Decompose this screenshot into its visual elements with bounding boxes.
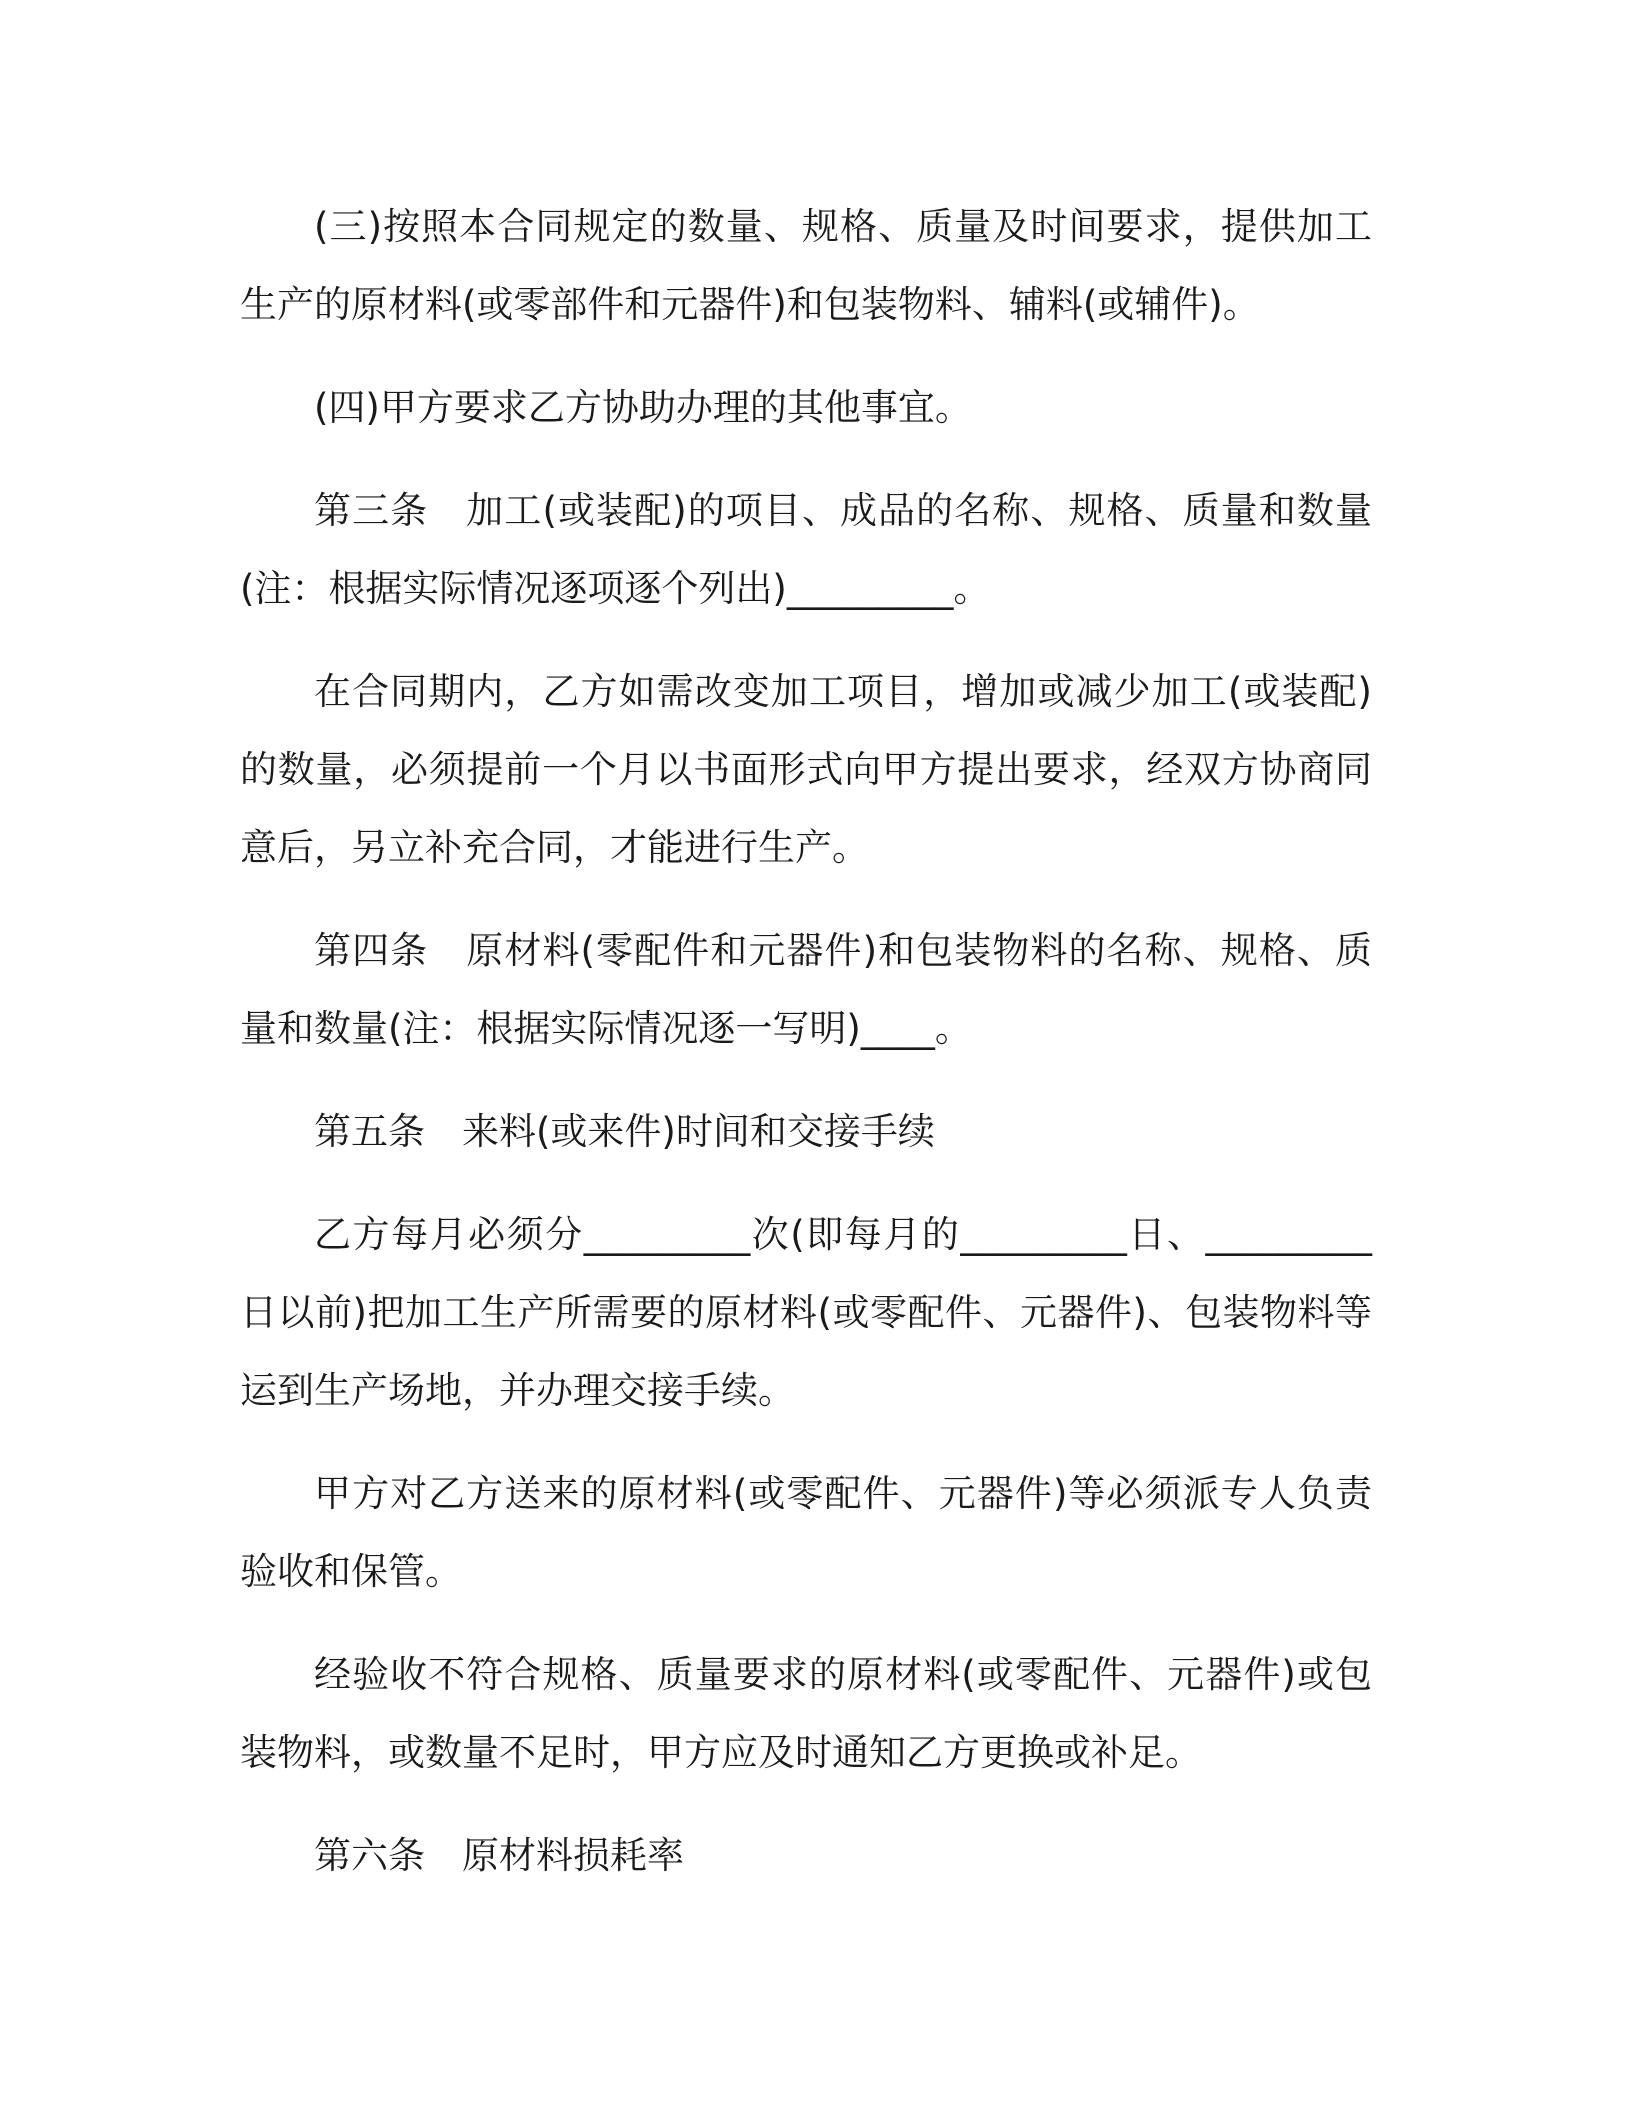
paragraph-article-5-delivery: 乙方每月必须分_________次(即每月的_________日、_________日以前)把加工生产所需要的原材料(或零配件、元器件)、包装物料等运到生产场地，并办理交接手续。 — [240, 1213, 1372, 1412]
paragraph-article-3-heading: 第三条 加工(或装配)的项目、成品的名称、规格、质量和数量(注：根据实际情况逐项逐个列出)_________。 — [240, 489, 1372, 610]
paragraph-article-5-acceptance: 甲方对乙方送来的原材料(或零配件、元器件)等必须派专人负责验收和保管。 — [240, 1472, 1372, 1593]
paragraph-article-5-heading: 第五条 来料(或来件)时间和交接手续 — [314, 1110, 935, 1153]
paragraph-clause-3-supply: (三)按照本合同规定的数量、规格、质量及时间要求，提供加工生产的原材料(或零部件和元器件)和包装物料、辅料(或辅件)。 — [240, 205, 1372, 326]
paragraph-article-5-nonconforming: 经验收不符合规格、质量要求的原材料(或零配件、元器件)或包装物料，或数量不足时，甲方应及时通知乙方更换或补足。 — [240, 1653, 1372, 1774]
paragraph-clause-4-other-matters: (四)甲方要求乙方协助办理的其他事宜。 — [314, 386, 972, 429]
paragraph-article-3-changes: 在合同期内，乙方如需改变加工项目，增加或减少加工(或装配)的数量，必须提前一个月以书面形式向甲方提出要求，经双方协商同意后，另立补充合同，才能进行生产。 — [240, 670, 1372, 869]
paragraph-article-6-heading: 第六条 原材料损耗率 — [314, 1834, 684, 1877]
document-page — [240, 188, 1372, 1895]
paragraph-article-4-heading: 第四条 原材料(零配件和元器件)和包装物料的名称、规格、质量和数量(注：根据实际情况逐一写明)____。 — [240, 929, 1372, 1050]
